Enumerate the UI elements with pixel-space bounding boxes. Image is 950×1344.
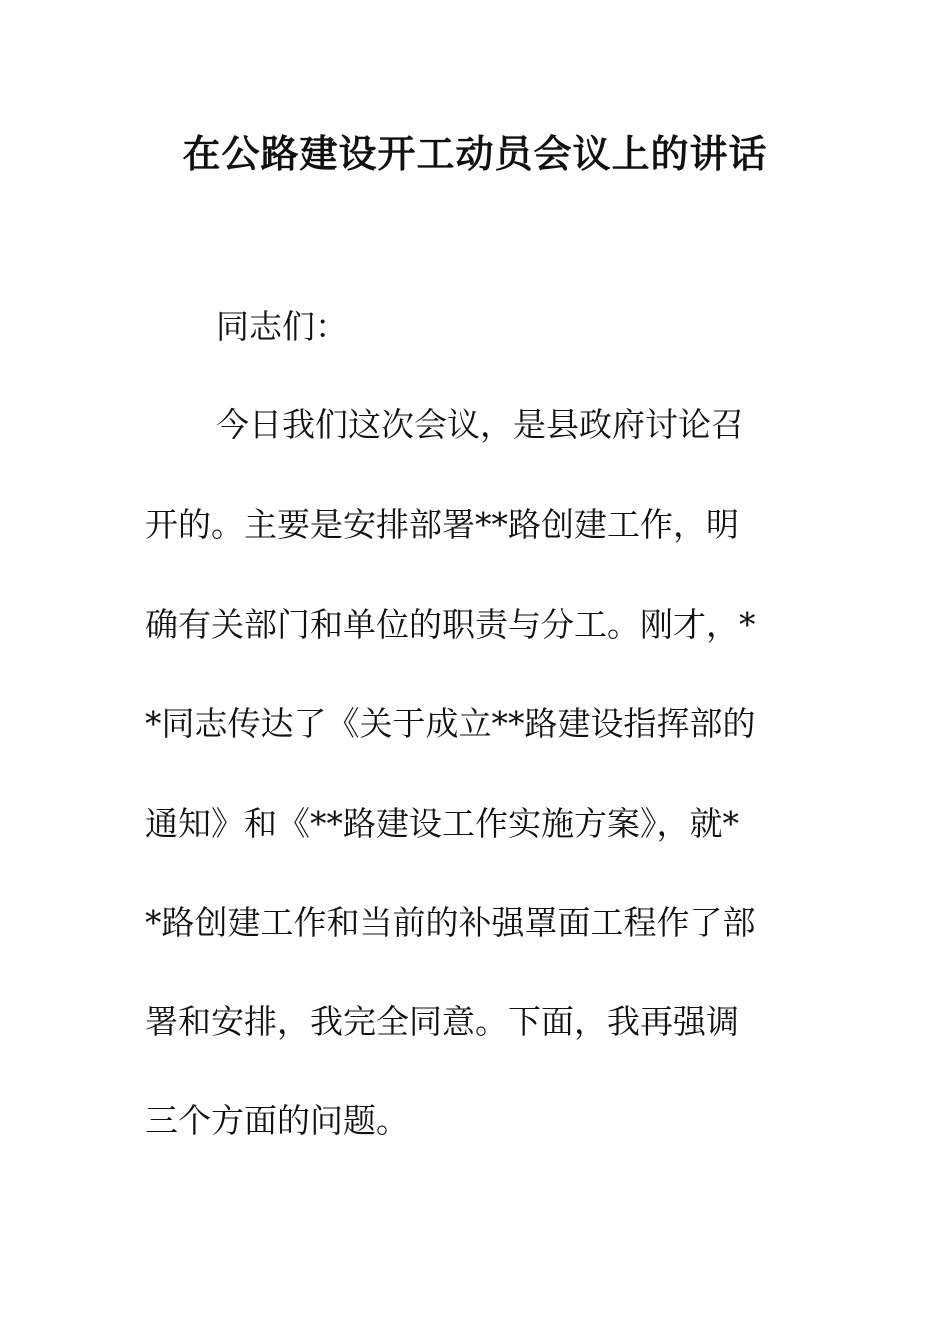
salutation: 同志们：: [216, 307, 348, 346]
paragraph-line: 今日我们这次会议，是县政府讨论召: [216, 405, 744, 444]
paragraph-line: 通知》和《**路建设工作实施方案》，就*: [145, 804, 739, 843]
paragraph-line: *路创建工作和当前的补强罩面工程作了部: [145, 903, 756, 942]
paragraph-line: 确有关部门和单位的职责与分工。刚才，*: [145, 605, 756, 644]
paragraph-line: 署和安排，我完全同意。下面，我再强调: [145, 1002, 739, 1041]
paragraph-line: 三个方面的问题。: [145, 1101, 409, 1140]
paragraph-line: 开的。主要是安排部署**路创建工作，明: [145, 505, 739, 544]
paragraph-line: *同志传达了《关于成立**路建设指挥部的: [145, 704, 756, 743]
document-title: 在公路建设开工动员会议上的讲话: [182, 132, 768, 176]
